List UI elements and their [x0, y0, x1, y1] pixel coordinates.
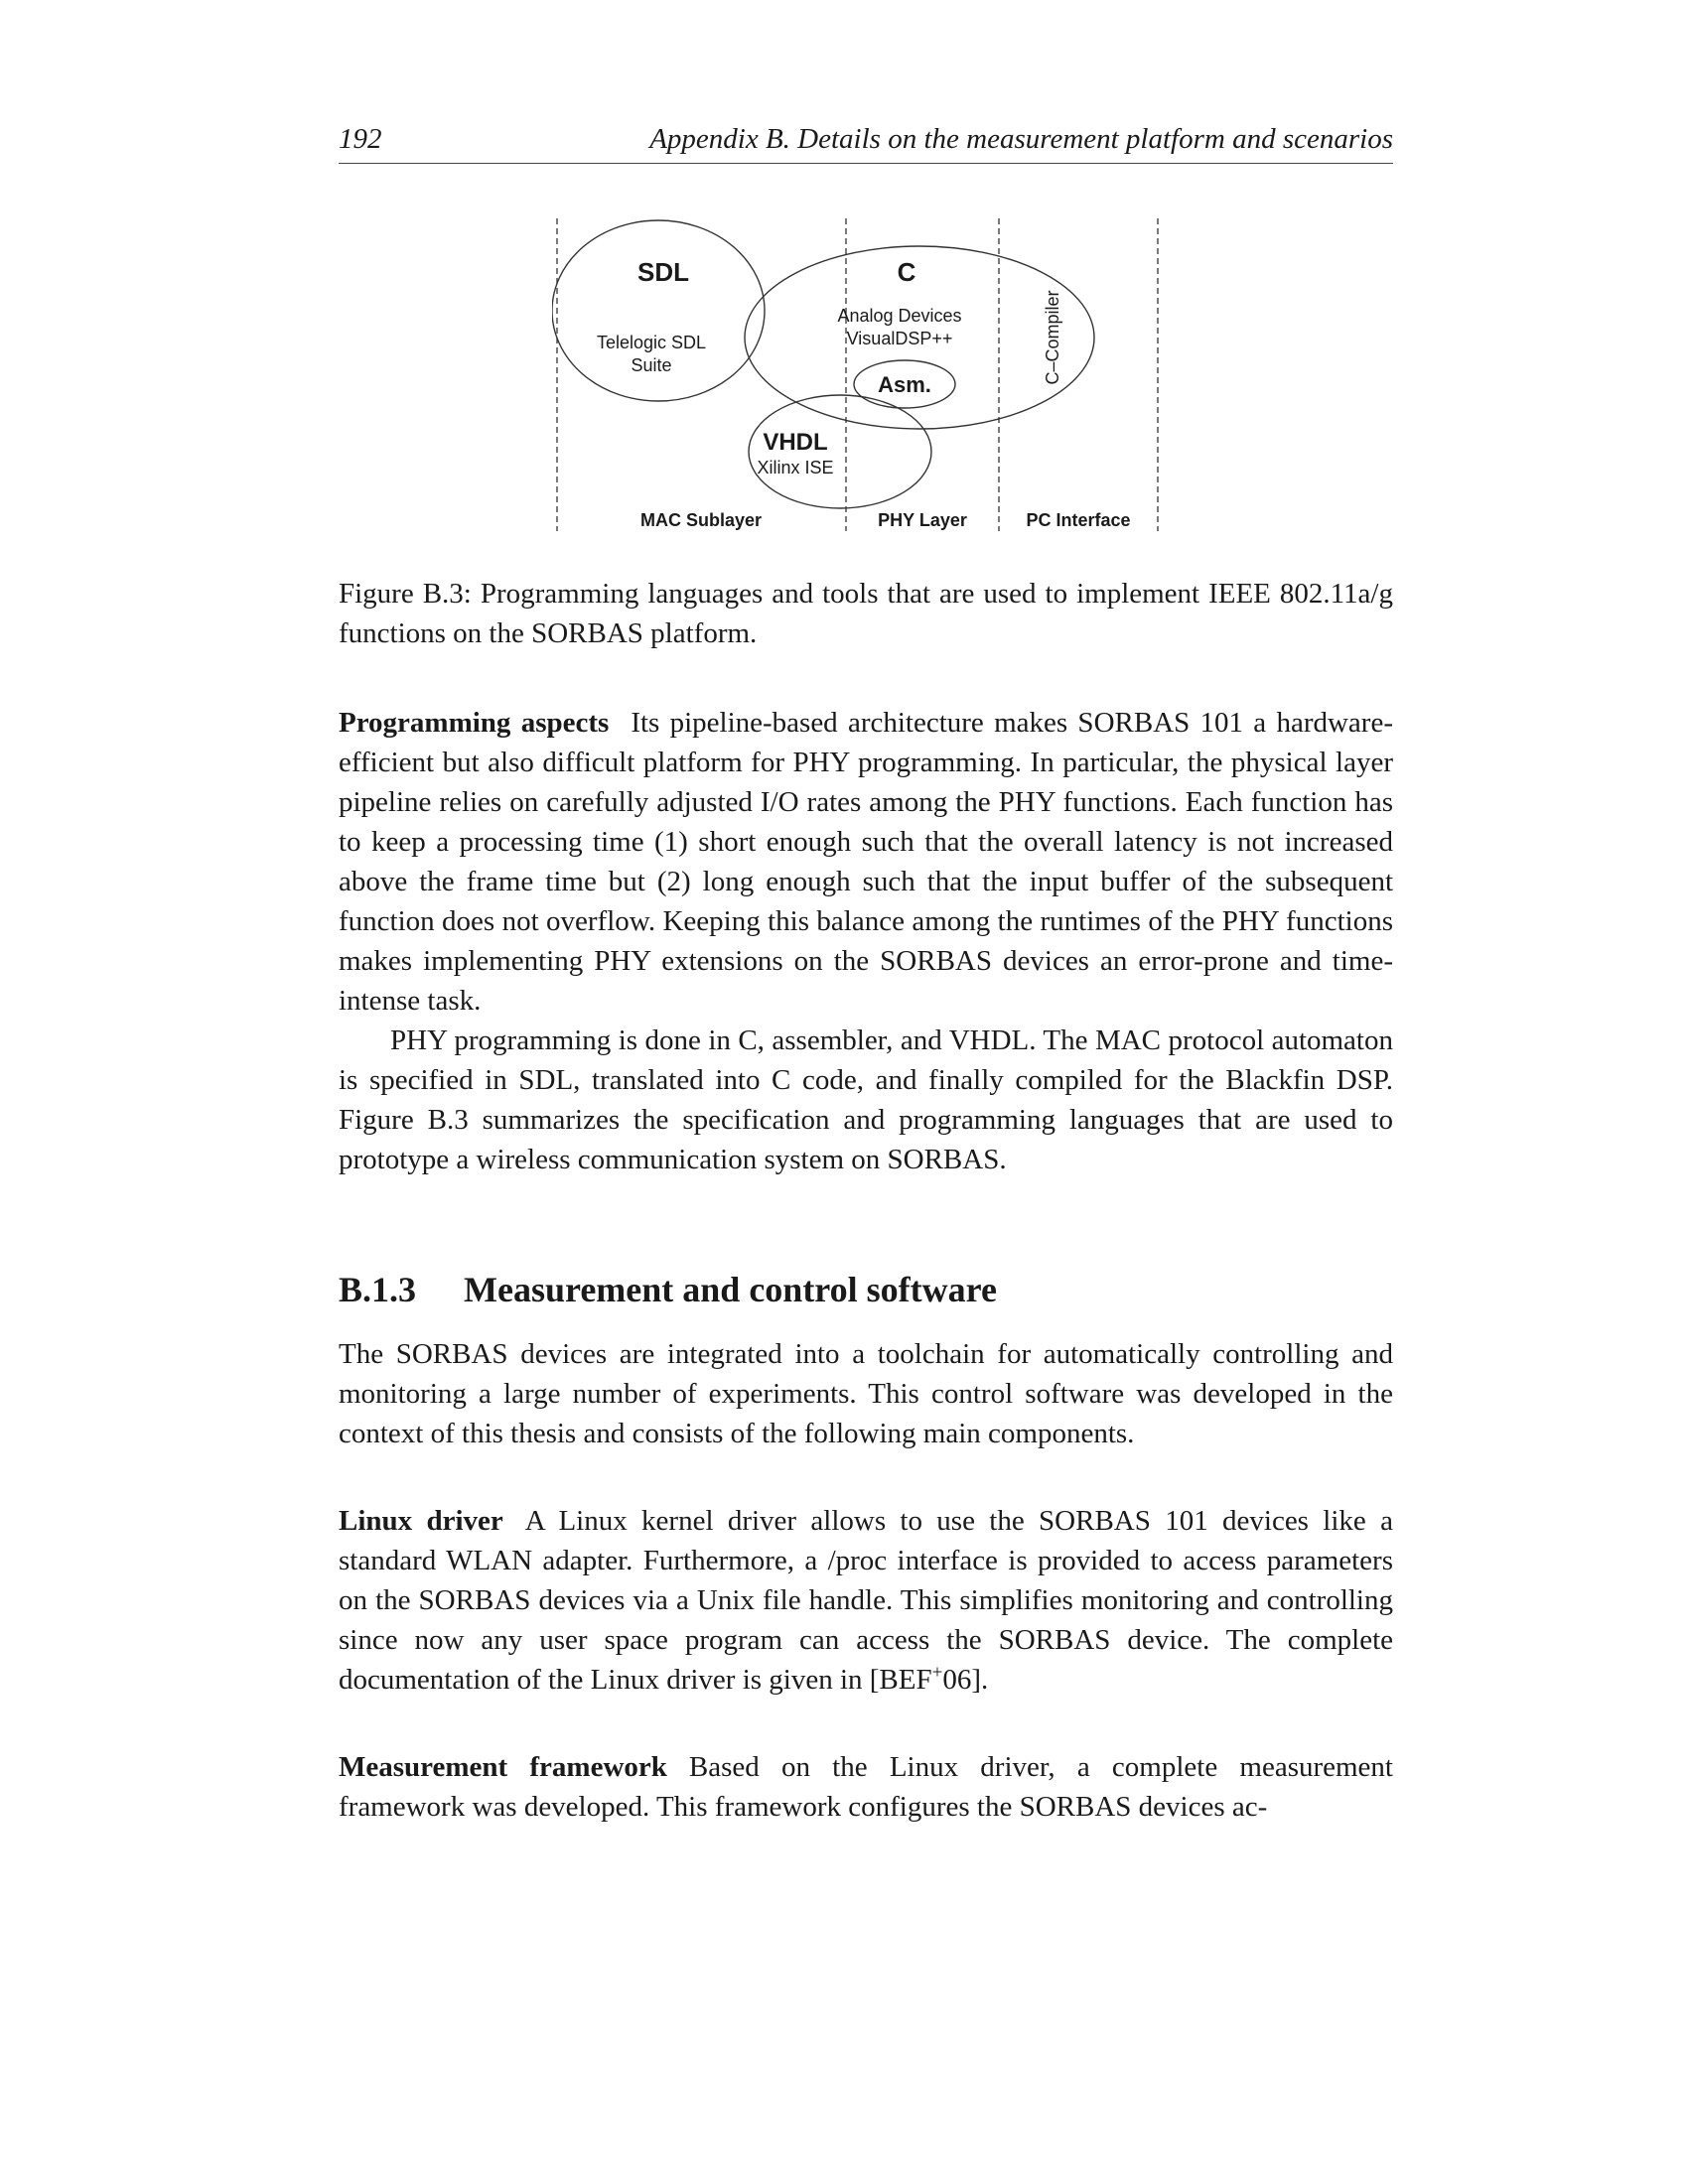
runin-heading-linux-driver: Linux driver [339, 1505, 503, 1537]
paragraph-linux-driver [339, 1501, 1393, 1700]
figure-diagram [552, 213, 1178, 541]
runin-heading-programming-aspects: Programming aspects [339, 707, 610, 739]
figure-b3 [552, 213, 1178, 541]
column-label-phy: PHY Layer [878, 510, 967, 530]
measurement-framework-text: Based on the Linux driver, a complete measurement framework was developed. This framework configures the SORBAS devices ac- [339, 1751, 1393, 1823]
linux-driver-text: A Linux kernel driver allows to use the SORBAS 101 devices like a standard WLAN adapter. Furthermore, a /proc interface is provided to access parameters on the SORBAS devices via a Unix file handle. This simplifies monitoring and controlling since now any user space program can access the SORBAS device. The complete documentation of the Linux driver is given in [BEF [339, 1505, 1393, 1696]
running-header [339, 123, 1393, 164]
paragraph-measurement-framework [339, 1747, 1393, 1827]
figure-caption: Figure B.3: Programming languages and tools that are used to implement IEEE 802.11a/g functions on the SORBAS platform. [339, 578, 1393, 649]
section-title: Measurement and control software [464, 1270, 997, 1309]
runin-heading-measurement-framework: Measurement framework [339, 1751, 667, 1783]
vhdl-tool-label: Xilinx ISE [757, 458, 834, 478]
sdl-tool-line2: Suite [631, 355, 672, 375]
sdl-label: SDL [637, 257, 689, 287]
programming-aspects-text: Its pipeline-based architecture makes SORBAS 101 a hardware-efficient but also difficult platform for PHY programming. In particular, the physical layer pipeline relies on carefully adjusted I/O rates among the PHY functions. Each function has to keep a processing time (1) short enough such that the overall latency is not increased above the frame time but (2) long enough such that the input buffer of the subsequent function does not overflow. Keeping this balance among the runtimes of the PHY functions makes implementing PHY extensions on the SORBAS devices an error-prone and time-intense task. [339, 707, 1393, 1017]
section-heading [339, 1269, 1393, 1310]
page-number: 192 [339, 123, 382, 155]
linux-driver-text-end: 06]. [942, 1664, 989, 1696]
column-label-pc: PC Interface [1026, 510, 1131, 530]
column-label-mac: MAC Sublayer [639, 510, 763, 530]
c-compiler-label: C–Compiler [1043, 290, 1062, 385]
citation-superscript: + [931, 1662, 943, 1684]
asm-label: Asm. [878, 372, 931, 397]
section-number: B.1.3 [339, 1270, 417, 1309]
c-tool-line1: Analog Devices [837, 306, 962, 326]
vhdl-label: VHDL [763, 429, 828, 456]
paragraph-phy-programming: PHY programming is done in C, assembler, and VHDL. The MAC protocol automaton is specified in SDL, translated into C code, and finally compiled for the Blackfin DSP. Figure B.3 summarizes the specification and programming languages that are used to prototype a wireless communication system on SORBAS. [339, 1024, 1393, 1175]
paragraph-programming-aspects [339, 703, 1393, 1021]
paragraph-section-intro: The SORBAS devices are integrated into a toolchain for automatically controlling and monitoring a large number of experiments. This control software was developed in the context of this thesis and consists of the following main components. [339, 1338, 1393, 1449]
sdl-tool-line1: Telelogic SDL [596, 333, 707, 352]
c-tool-line2: VisualDSP++ [846, 329, 953, 348]
running-title: Appendix B. Details on the measurement platform and scenarios [649, 123, 1393, 155]
c-label: C [897, 257, 916, 287]
